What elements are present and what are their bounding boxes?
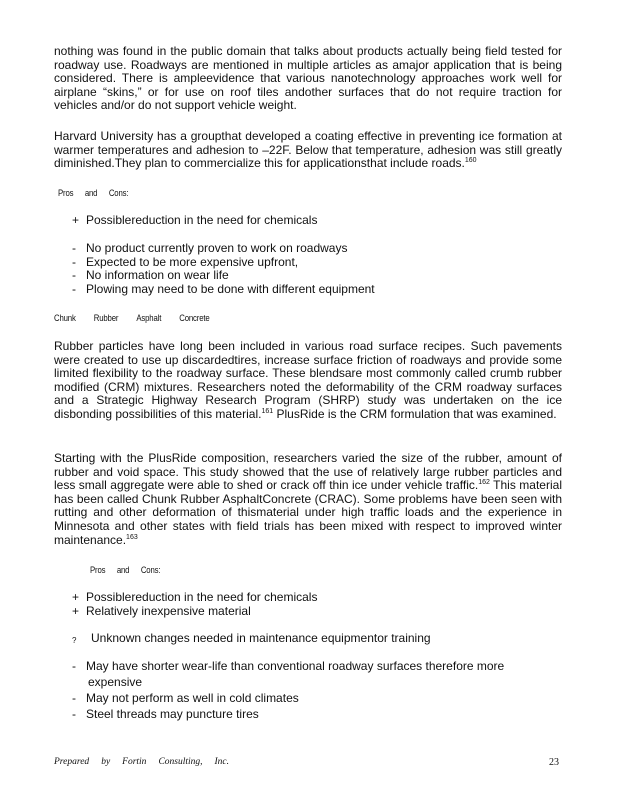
- list-item-text: Possiblereduction in the need for chemicals: [86, 590, 318, 604]
- bullet-marker: -: [72, 691, 76, 705]
- list-item-text: No product currently proven to work on roadways: [86, 241, 348, 255]
- footer-word: Fortin: [122, 757, 147, 767]
- paragraph-2-text: Harvard University has a groupthat developed a coating effective in preventing ice formation at warmer temperatures and adhesion to –22F. Below that temperature, adhesion was still greatly diminished.They plan to commercialize this for applicationsthat include roads.: [54, 129, 562, 171]
- footnote-ref-161: 161: [261, 407, 274, 415]
- paragraph-4-text-continued: This material has been called Chunk Rubber AsphaltConcrete (CRAC). Some problems have been seen with rutting and other deformation of thismaterial under high traffic loads and the experience in Minnesota and other states with field trials has been mixed with respect to improved winter maintenance.: [54, 478, 562, 547]
- bullet-marker: -: [72, 268, 76, 283]
- section-heading-crac: [54, 313, 221, 324]
- footer-word: Prepared: [54, 757, 90, 767]
- heading-word: Asphalt: [136, 313, 162, 324]
- list-item-text: Unknown changes needed in maintenance equipmentor training: [91, 631, 431, 645]
- list-item-text: expensive: [88, 675, 143, 689]
- heading-word: Cons:: [140, 565, 161, 576]
- footer-word: by: [101, 757, 111, 767]
- footer-word: Inc.: [214, 757, 230, 767]
- bullet-marker: +: [72, 603, 80, 618]
- paragraph-3-tail: PlusRide is the CRM formulation that was examined.: [273, 406, 557, 421]
- heading-word: Cons:: [108, 188, 129, 199]
- paragraph-1: nothing was found in the public domain that talks about products actually being field tested for roadway use. Roadways are mentioned in multiple articles as amajor application that is being considered. There is ampleevidence that various nanotechnology approaches work well for airplane “skins,” or for use on roof tiles andother surfaces that do not require traction for vehicles and/or do not support vehicle weight.: [54, 44, 562, 113]
- bullet-marker: -: [72, 659, 76, 673]
- bullet-marker: +: [72, 213, 80, 227]
- list-item-text: May have shorter wear-life than conventional roadway surfaces therefore more: [86, 659, 505, 673]
- footer-word: Consulting,: [158, 757, 203, 767]
- footnote-ref-162: 162: [478, 479, 490, 487]
- bullet-marker: -: [72, 241, 76, 255]
- paragraph-2: [54, 130, 562, 171]
- pros-cons-heading-1: [58, 188, 140, 199]
- list-item-text: No information on wear life: [86, 268, 229, 283]
- page-number: 23: [549, 757, 559, 768]
- paragraph-3-text: Rubber particles have long been included in various road surface recipes. Such pavements were created to use up discardedtires, increase surface friction of roadways and provide some limited flexibility to the roadway surface. These blendsare most commonly called crumb rubber modified (CRM) mixtures. Researchers noted the deformability of the CRM roadway surfaces and a Strategic Highway Research Program (SHRP) study was undertaken on the ice disbonding possibilities of this material.: [54, 339, 562, 421]
- bullet-marker: -: [72, 281, 76, 296]
- paragraph-3: [54, 340, 562, 422]
- footnote-ref-160: 160: [464, 157, 477, 165]
- pros-cons-heading-2: [90, 565, 172, 576]
- list-item-text: Expected to be more expensive upfront,: [86, 254, 299, 269]
- list-item-text: Relatively inexpensive material: [86, 603, 251, 618]
- paragraph-4: [54, 452, 562, 547]
- heading-word: Pros: [58, 188, 74, 199]
- footer-credit: [54, 757, 241, 767]
- list-item-text: Possiblereduction in the need for chemicals: [86, 213, 318, 227]
- bullet-marker: -: [72, 707, 76, 721]
- list-item-text: Steel threads may puncture tires: [86, 707, 259, 721]
- heading-word: and: [84, 188, 98, 199]
- list-item-text: Plowing may need to be done with different equipment: [86, 281, 375, 296]
- bullet-marker: -: [72, 254, 76, 269]
- heading-word: Pros: [90, 565, 106, 576]
- heading-word: Concrete: [179, 313, 210, 324]
- bullet-marker: +: [72, 590, 80, 604]
- footnote-ref-163: 163: [126, 533, 138, 541]
- heading-word: and: [116, 565, 130, 576]
- paragraph-4-text: Starting with the PlusRide composition, researchers varied the size of the rubber, amount of rubber and void space. This study showed that the use of relatively large rubber particles and less small aggregate were able to shed or crack off thin ice under vehicle traffic.: [54, 451, 562, 493]
- heading-word: Chunk: [54, 313, 76, 324]
- heading-word: Rubber: [93, 313, 119, 324]
- list-item-text: May not perform as well in cold climates: [86, 691, 299, 705]
- question-marker: ?: [72, 636, 77, 645]
